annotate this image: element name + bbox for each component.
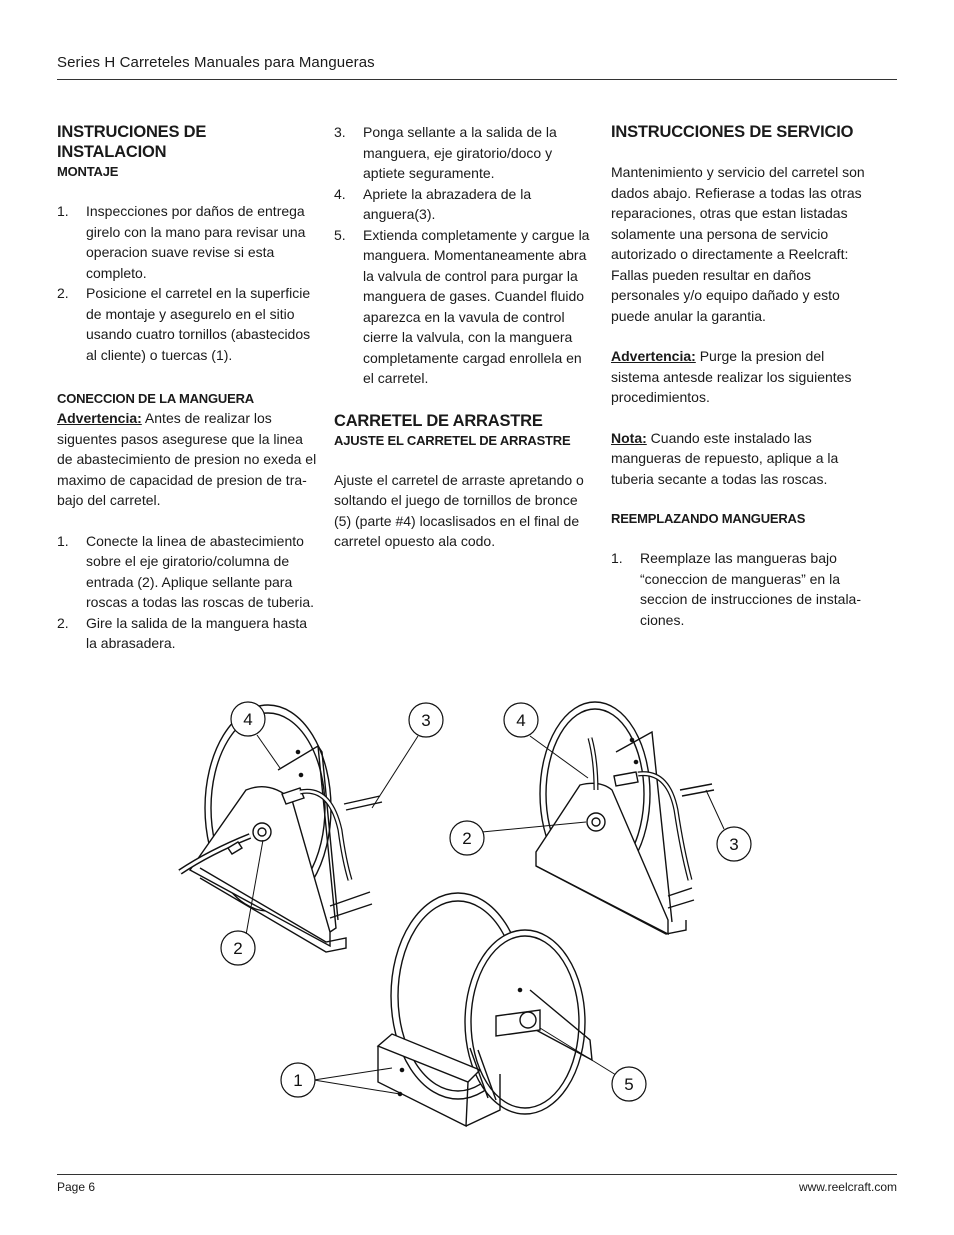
subheading-hose-connection: CONECCION DE LA MANGUERA bbox=[57, 391, 254, 406]
callout-label: 5 bbox=[624, 1075, 634, 1094]
warning-label: Advertencia: bbox=[57, 410, 142, 426]
section-heading-drag: CARRETEL DE ARRASTRE bbox=[334, 411, 543, 430]
callout-label: 1 bbox=[293, 1071, 303, 1090]
list-item: 3. Ponga sellante a la salida de la manguera, eje giratorio/doco y aptiete seguramente. bbox=[334, 124, 557, 181]
callout-label: 3 bbox=[729, 835, 739, 854]
replace-steps bbox=[611, 548, 871, 630]
section-heading-service: INSTRUCCIONES DE SERVICIO bbox=[611, 123, 854, 141]
subheading-drag-adjust: AJUSTE EL CARRETEL DE ARRASTRE bbox=[334, 432, 571, 448]
note-label: Nota: bbox=[611, 429, 647, 446]
callout-label: 3 bbox=[421, 711, 431, 730]
page-number: Page 6 bbox=[57, 1180, 96, 1194]
footer-rule bbox=[57, 1174, 897, 1175]
column-installation bbox=[57, 122, 319, 654]
left-reel-drawing bbox=[180, 705, 382, 952]
section-heading-installation: INSTRUCIONES DE INSTALACION bbox=[57, 123, 207, 161]
page-header-title: Series H Carreteles Manuales para Mangueras bbox=[57, 54, 375, 71]
website-url: www.reelcraft.com bbox=[798, 1180, 897, 1194]
bottom-reel-drawing bbox=[378, 893, 592, 1126]
list-item: 1. Reemplaze las mangueras bajo “coneccion de mangueras” en la seccion de instrucciones de instala-ciones. bbox=[611, 550, 862, 628]
list-item: 2. Posicione el carretel en la superficie de montaje y asegurelo en el sitio usando cuatro tornillos (abastecidos al cliente) o tuercas (1). bbox=[57, 285, 311, 363]
callout-label: 2 bbox=[233, 939, 243, 958]
list-item: 2. Gire la salida de la manguera hasta la abrasadera. bbox=[57, 614, 308, 651]
list-item: 1. Conecte la linea de abastecimiento sobre el eje giratorio/columna de entrada (2). Aplique sellante para roscas a todas las roscas de tuberia. bbox=[57, 532, 315, 610]
subheading-mounting: MONTAJE bbox=[57, 164, 119, 179]
hose-connection-steps-cont bbox=[334, 122, 596, 389]
list-item: 5. Extienda completamente y cargue la manguera. Momentaneamente abra la valvula de control para purgar la manguera de gases. Cuandel fluido aparezca en la vavula de control cierre la valvula, con la manguera completamente cargad enrollela en el carretel. bbox=[334, 226, 590, 386]
service-note: Nota: Cuando este instalado las mangueras de repuesto, aplique a la tuberia secante a todas las roscas. bbox=[611, 429, 839, 487]
column-installation-cont bbox=[334, 122, 596, 552]
hose-reel-illustration bbox=[0, 690, 954, 1150]
list-item: 4. Apriete la abrazadera de la anguera(3). bbox=[334, 185, 532, 222]
subheading-replacing-hoses: REEMPLAZANDO MANGUERAS bbox=[611, 511, 806, 526]
callout-label: 4 bbox=[516, 711, 526, 730]
callout-label: 2 bbox=[462, 829, 472, 848]
warning-paragraph: Advertencia: Antes de realizar los siguentes pasos asegurese que la linea de abastecimiento de presion no exeda el maximo de capacidad de presion de tra-bajo del carretel. bbox=[57, 410, 317, 508]
right-reel-drawing bbox=[536, 702, 714, 934]
header-rule bbox=[57, 79, 897, 80]
service-paragraph: Mantenimiento y servicio del carretel son dados abajo. Refierase a todas las otras reparaciones, otras que estan listadas solamente una persona de servicio autorizado o directamente a Reelcraft: Fallas pueden resultar en daños personales y/o equipo dañado y esto puede anular la garantia. bbox=[611, 164, 865, 324]
warning-label: Advertencia: bbox=[611, 348, 696, 364]
column-service bbox=[611, 122, 871, 630]
hose-connection-steps bbox=[57, 531, 319, 654]
drag-paragraph: Ajuste el carretel de arraste apretando o soltando el juego de tornillos de bronce (5) (parte #4) locaslisados en el final de carretel opuesto ala codo. bbox=[334, 471, 584, 549]
callout-label: 4 bbox=[243, 710, 253, 729]
mounting-steps bbox=[57, 201, 319, 365]
list-item: 1. Inspecciones por daños de entrega girelo con la mano para revisar una operacion suave revise si esta completo. bbox=[57, 203, 306, 281]
service-warning: Advertencia: Purge la presion del sistema antesde realizar los siguientes procedimientos. bbox=[611, 348, 852, 405]
